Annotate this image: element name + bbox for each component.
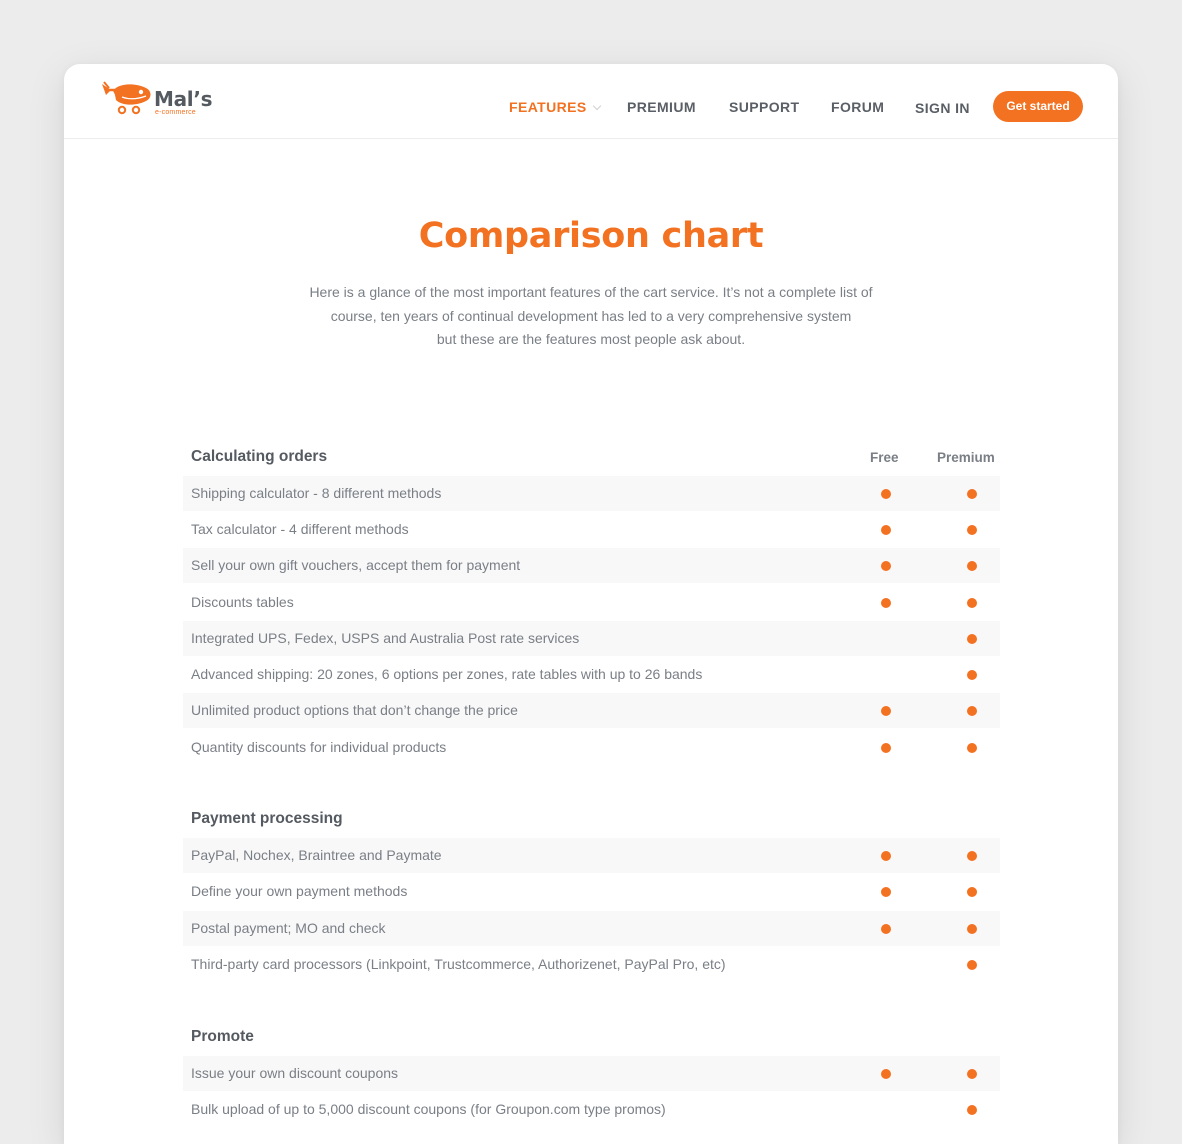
table-row xyxy=(183,657,1000,692)
column-header-premium: Premium xyxy=(937,450,995,465)
browser-window xyxy=(64,64,1118,1144)
included-dot-icon xyxy=(967,706,977,716)
included-dot-icon xyxy=(881,1069,891,1079)
included-dot-icon xyxy=(881,851,891,861)
brand-tagline: e-commerce xyxy=(155,109,196,116)
site-logo[interactable] xyxy=(100,78,220,124)
included-dot-icon xyxy=(881,887,891,897)
nav-item-support[interactable]: SUPPORT xyxy=(729,99,800,115)
feature-label: Postal payment; MO and check xyxy=(191,920,386,936)
feature-label: Discounts tables xyxy=(191,594,294,610)
included-dot-icon xyxy=(967,960,977,970)
included-dot-icon xyxy=(881,561,891,571)
fish-cart-logo-icon xyxy=(100,78,154,124)
site-header xyxy=(64,64,1118,139)
table-row xyxy=(183,621,1000,656)
table-row xyxy=(183,585,1000,620)
feature-label: Integrated UPS, Fedex, USPS and Australia Post rate services xyxy=(191,630,580,646)
nav-item-premium[interactable]: PREMIUM xyxy=(627,99,696,115)
nav-item-sign-in[interactable]: SIGN IN xyxy=(915,100,970,116)
feature-label: PayPal, Nochex, Braintree and Paymate xyxy=(191,847,442,863)
nav-item-label: FEATURES xyxy=(509,99,587,115)
feature-label: Define your own payment methods xyxy=(191,883,408,899)
table-row xyxy=(183,1056,1000,1091)
feature-label: Issue your own discount coupons xyxy=(191,1065,399,1081)
included-dot-icon xyxy=(967,670,977,680)
table-row xyxy=(183,693,1000,728)
intro-line: Here is a glance of the most important features of the cart service. It’s not a complete list of xyxy=(309,284,873,300)
table-row xyxy=(183,476,1000,511)
table-row xyxy=(183,1092,1000,1127)
table-row xyxy=(183,838,1000,873)
included-dot-icon xyxy=(967,1069,977,1079)
table-row xyxy=(183,730,1000,765)
table-row xyxy=(183,911,1000,946)
page-intro xyxy=(264,281,918,352)
included-dot-icon xyxy=(967,851,977,861)
included-dot-icon xyxy=(967,1105,977,1115)
column-header-free: Free xyxy=(870,450,899,465)
included-dot-icon xyxy=(967,743,977,753)
included-dot-icon xyxy=(967,924,977,934)
included-dot-icon xyxy=(881,743,891,753)
included-dot-icon xyxy=(967,887,977,897)
section-title-payment-processing: Payment processing xyxy=(191,810,343,827)
feature-label: Unlimited product options that don’t change the price xyxy=(191,702,518,718)
feature-label: Third-party card processors (Linkpoint, Trustcommerce, Authorizenet, PayPal Pro, etc) xyxy=(191,956,726,972)
nav-item-forum[interactable]: FORUM xyxy=(831,99,885,115)
chevron-down-icon xyxy=(592,102,600,110)
page-title: Comparison chart xyxy=(418,216,764,256)
feature-label: Bulk upload of up to 5,000 discount coupons (for Groupon.com type promos) xyxy=(191,1101,666,1117)
get-started-button[interactable]: Get started xyxy=(993,91,1083,122)
feature-label: Quantity discounts for individual products xyxy=(191,739,447,755)
feature-label: Shipping calculator - 8 different methods xyxy=(191,485,442,501)
table-row xyxy=(183,947,1000,982)
feature-label: Advanced shipping: 20 zones, 6 options per zones, rate tables with up to 26 bands xyxy=(191,666,703,682)
table-row xyxy=(183,548,1000,583)
brand-name: Mal’s xyxy=(154,87,213,111)
included-dot-icon xyxy=(881,706,891,716)
included-dot-icon xyxy=(967,525,977,535)
included-dot-icon xyxy=(881,598,891,608)
feature-label: Sell your own gift vouchers, accept them for payment xyxy=(191,557,521,573)
table-row xyxy=(183,874,1000,909)
included-dot-icon xyxy=(881,924,891,934)
feature-label: Tax calculator - 4 different methods xyxy=(191,521,409,537)
included-dot-icon xyxy=(881,525,891,535)
included-dot-icon xyxy=(967,598,977,608)
included-dot-icon xyxy=(967,634,977,644)
intro-line: course, ten years of continual development has led to a very comprehensive system xyxy=(330,307,852,324)
included-dot-icon xyxy=(967,489,977,499)
included-dot-icon xyxy=(967,561,977,571)
section-title-promote: Promote xyxy=(191,1028,254,1045)
table-row xyxy=(183,512,1000,547)
section-title-calculating-orders: Calculating orders xyxy=(191,448,328,465)
intro-line: but these are the features most people ask about. xyxy=(436,331,746,347)
included-dot-icon xyxy=(881,489,891,499)
nav-item-features[interactable] xyxy=(509,99,600,115)
